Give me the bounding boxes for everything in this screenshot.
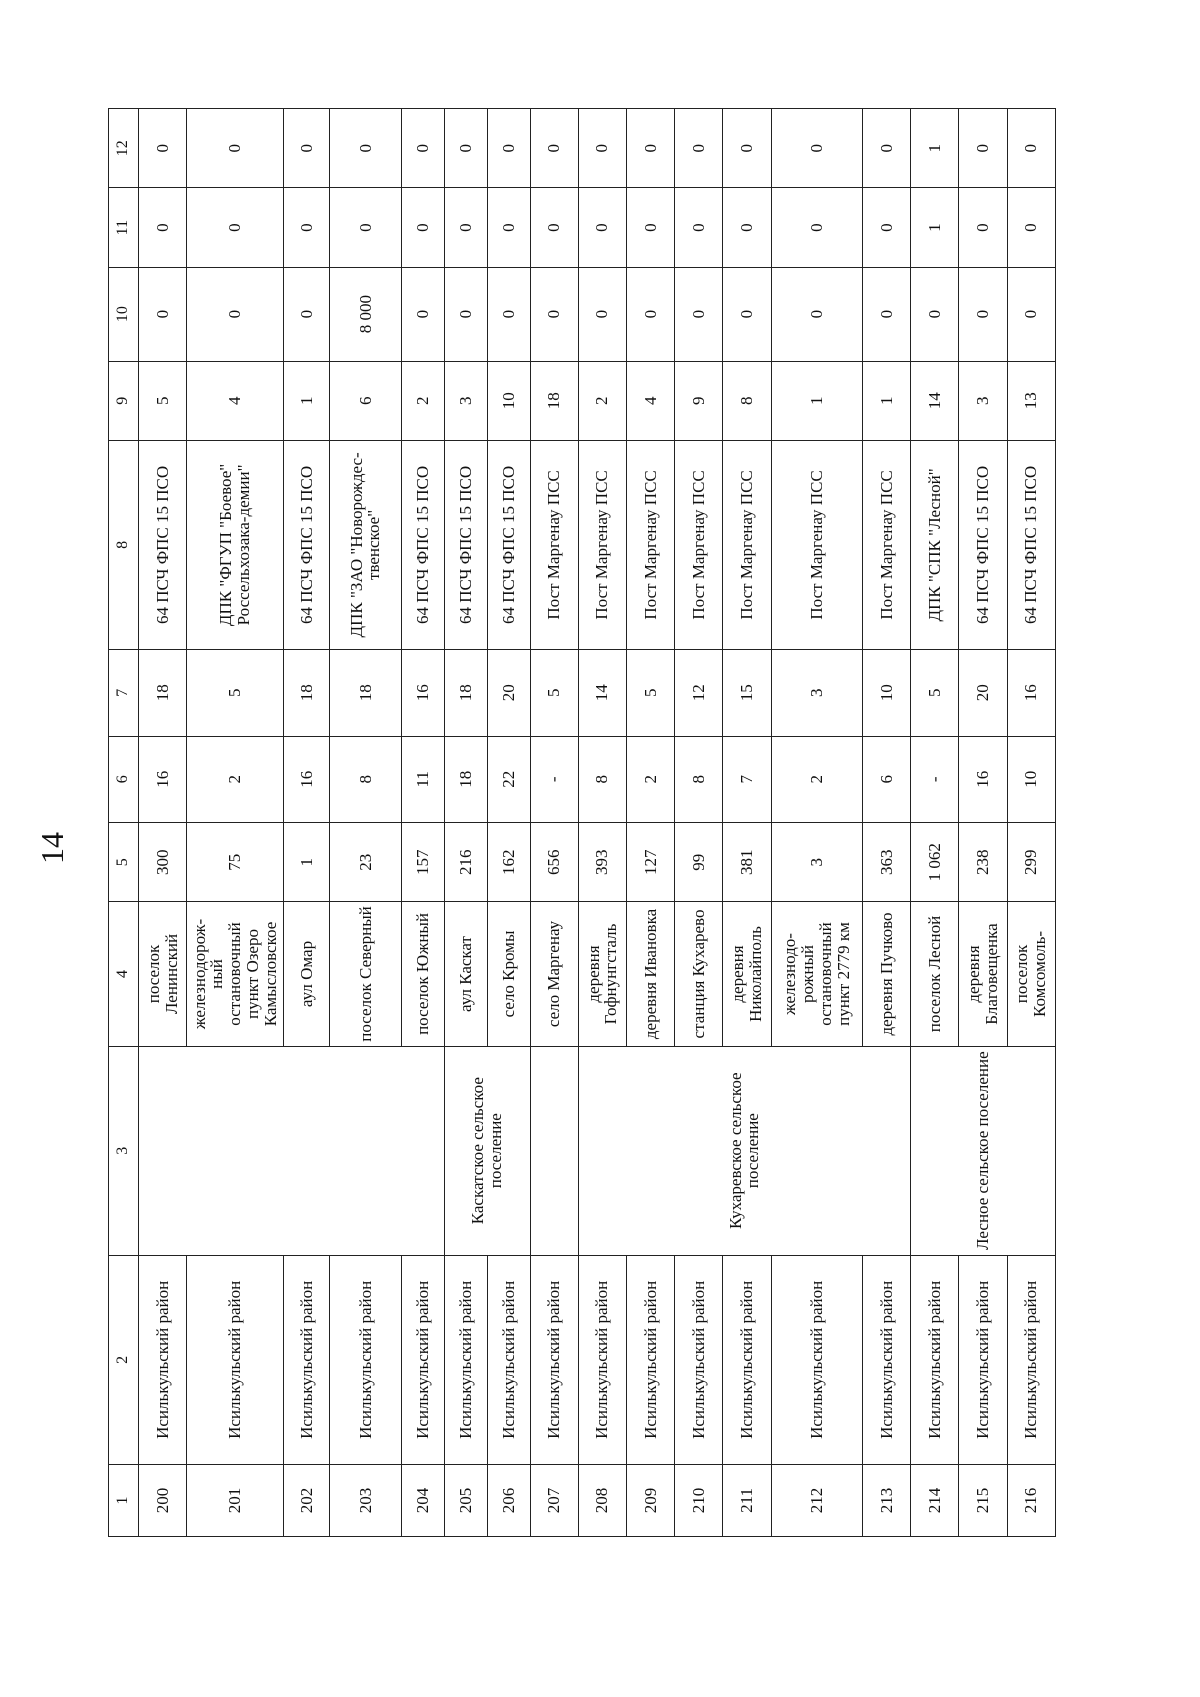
col6-cell: 10	[1007, 736, 1055, 823]
column-header-9: 9	[109, 361, 139, 440]
col9-cell: 2	[578, 361, 626, 440]
district-cell: Исилькульский район	[487, 1255, 530, 1464]
col10-cell: 0	[626, 267, 674, 361]
locality-cell: железнодорож-ный остановочный пункт Озеро Камысловское	[187, 902, 284, 1046]
fire-unit-cell: Пост Маргенау ПСС	[530, 440, 578, 649]
district-cell: Исилькульский район	[187, 1255, 284, 1464]
col7-cell: 16	[401, 649, 444, 736]
col7-cell: 18	[283, 649, 329, 736]
col11-cell: 0	[187, 188, 284, 267]
population-cell: 3	[771, 823, 862, 902]
district-cell: Исилькульский район	[283, 1255, 329, 1464]
col7-cell: 18	[139, 649, 187, 736]
district-cell: Исилькульский район	[530, 1255, 578, 1464]
row-number: 206	[487, 1464, 530, 1536]
population-cell: 393	[578, 823, 626, 902]
col10-cell: 0	[530, 267, 578, 361]
locality-cell: деревня Гофнунгсталь	[578, 902, 626, 1046]
settlements-table	[108, 108, 1056, 1537]
district-cell: Исилькульский район	[1007, 1255, 1055, 1464]
col10-cell: 0	[139, 267, 187, 361]
col12-cell: 0	[487, 109, 530, 188]
col7-cell: 5	[187, 649, 284, 736]
fire-unit-cell: 64 ПСЧ ФПС 15 ПСО	[487, 440, 530, 649]
population-cell: 238	[959, 823, 1007, 902]
settlement-cell: Лесное сельское поселение	[911, 1046, 1056, 1255]
locality-cell: железнодо-рожный остановочный пункт 2779 км	[771, 902, 862, 1046]
col12-cell: 0	[187, 109, 284, 188]
table-row	[675, 109, 723, 1537]
settlement-cell	[139, 1046, 445, 1255]
row-number: 213	[862, 1464, 910, 1536]
population-cell: 75	[187, 823, 284, 902]
col12-cell: 0	[723, 109, 771, 188]
col12-cell: 0	[330, 109, 402, 188]
col6-cell: 16	[959, 736, 1007, 823]
col12-cell: 0	[959, 109, 1007, 188]
district-cell: Исилькульский район	[626, 1255, 674, 1464]
column-header-4: 4	[109, 902, 139, 1046]
col9-cell: 1	[283, 361, 329, 440]
locality-cell: поселок Комсомоль-	[1007, 902, 1055, 1046]
row-number: 200	[139, 1464, 187, 1536]
col10-cell: 0	[723, 267, 771, 361]
population-cell: 363	[862, 823, 910, 902]
table-row	[578, 109, 626, 1537]
col6-cell: -	[530, 736, 578, 823]
fire-unit-cell: Пост Маргенау ПСС	[723, 440, 771, 649]
table-row	[487, 109, 530, 1537]
column-header-2: 2	[109, 1255, 139, 1464]
col6-cell: 22	[487, 736, 530, 823]
population-cell: 157	[401, 823, 444, 902]
table-row	[959, 109, 1007, 1537]
table-row	[444, 109, 487, 1537]
col6-cell: 2	[626, 736, 674, 823]
col11-cell: 0	[283, 188, 329, 267]
col12-cell: 0	[401, 109, 444, 188]
population-cell: 381	[723, 823, 771, 902]
column-header-6: 6	[109, 736, 139, 823]
table-row	[139, 109, 187, 1537]
col11-cell: 0	[530, 188, 578, 267]
col10-cell: 0	[771, 267, 862, 361]
population-cell: 656	[530, 823, 578, 902]
table-row	[187, 109, 284, 1537]
col6-cell: 2	[187, 736, 284, 823]
col6-cell: 16	[283, 736, 329, 823]
settlement-cell	[530, 1046, 578, 1255]
col10-cell: 0	[959, 267, 1007, 361]
fire-unit-cell: Пост Маргенау ПСС	[862, 440, 910, 649]
row-number: 215	[959, 1464, 1007, 1536]
col12-cell: 0	[283, 109, 329, 188]
population-cell: 162	[487, 823, 530, 902]
col11-cell: 0	[330, 188, 402, 267]
fire-unit-cell: ДПК "ЗАО "Новорождес-твенское"	[330, 440, 402, 649]
col11-cell: 0	[487, 188, 530, 267]
population-cell: 299	[1007, 823, 1055, 902]
col9-cell: 6	[330, 361, 402, 440]
table-row	[1007, 109, 1055, 1537]
fire-unit-cell: 64 ПСЧ ФПС 15 ПСО	[444, 440, 487, 649]
row-number: 207	[530, 1464, 578, 1536]
district-cell: Исилькульский район	[139, 1255, 187, 1464]
row-number: 211	[723, 1464, 771, 1536]
column-header-5: 5	[109, 823, 139, 902]
col11-cell: 0	[444, 188, 487, 267]
col10-cell: 0	[1007, 267, 1055, 361]
col7-cell: 15	[723, 649, 771, 736]
population-cell: 1	[283, 823, 329, 902]
row-number: 205	[444, 1464, 487, 1536]
table-row	[862, 109, 910, 1537]
col11-cell: 0	[959, 188, 1007, 267]
col10-cell: 0	[283, 267, 329, 361]
row-number: 201	[187, 1464, 284, 1536]
col9-cell: 9	[675, 361, 723, 440]
fire-unit-cell: 64 ПСЧ ФПС 15 ПСО	[959, 440, 1007, 649]
population-cell: 300	[139, 823, 187, 902]
locality-cell: село Кромы	[487, 902, 530, 1046]
col11-cell: 0	[675, 188, 723, 267]
col6-cell: 11	[401, 736, 444, 823]
locality-cell: село Маргенау	[530, 902, 578, 1046]
table-row	[401, 109, 444, 1537]
locality-cell: деревня Ивановка	[626, 902, 674, 1046]
district-cell: Исилькульский район	[723, 1255, 771, 1464]
row-number: 208	[578, 1464, 626, 1536]
population-cell: 23	[330, 823, 402, 902]
table-row	[723, 109, 771, 1537]
fire-unit-cell: ДПК "СПК "Лесной"	[911, 440, 959, 649]
col6-cell: 2	[771, 736, 862, 823]
col7-cell: 5	[911, 649, 959, 736]
col10-cell: 0	[444, 267, 487, 361]
fire-unit-cell: 64 ПСЧ ФПС 15 ПСО	[1007, 440, 1055, 649]
locality-cell: поселок Северный	[330, 902, 402, 1046]
fire-unit-cell: Пост Маргенау ПСС	[578, 440, 626, 649]
col12-cell: 0	[1007, 109, 1055, 188]
fire-unit-cell: Пост Маргенау ПСС	[626, 440, 674, 649]
col12-cell: 0	[139, 109, 187, 188]
locality-cell: деревня Пучково	[862, 902, 910, 1046]
col9-cell: 2	[401, 361, 444, 440]
fire-unit-cell: Пост Маргенау ПСС	[771, 440, 862, 649]
col12-cell: 0	[530, 109, 578, 188]
locality-cell: поселок Лесной	[911, 902, 959, 1046]
col9-cell: 1	[862, 361, 910, 440]
col9-cell: 18	[530, 361, 578, 440]
column-header-3: 3	[109, 1046, 139, 1255]
col7-cell: 18	[330, 649, 402, 736]
col11-cell: 0	[862, 188, 910, 267]
col10-cell: 0	[401, 267, 444, 361]
col11-cell: 0	[401, 188, 444, 267]
table-row	[283, 109, 329, 1537]
row-number: 210	[675, 1464, 723, 1536]
col9-cell: 5	[139, 361, 187, 440]
locality-cell: деревня Николайполь	[723, 902, 771, 1046]
table-row	[330, 109, 402, 1537]
row-number: 214	[911, 1464, 959, 1536]
col9-cell: 4	[626, 361, 674, 440]
col6-cell: 18	[444, 736, 487, 823]
col7-cell: 5	[626, 649, 674, 736]
col9-cell: 1	[771, 361, 862, 440]
table-row	[530, 109, 578, 1537]
col6-cell: 8	[578, 736, 626, 823]
locality-cell: аул Омар	[283, 902, 329, 1046]
row-number: 212	[771, 1464, 862, 1536]
district-cell: Исилькульский район	[771, 1255, 862, 1464]
col7-cell: 18	[444, 649, 487, 736]
col7-cell: 20	[959, 649, 1007, 736]
col12-cell: 0	[771, 109, 862, 188]
col9-cell: 14	[911, 361, 959, 440]
col7-cell: 5	[530, 649, 578, 736]
col6-cell: -	[911, 736, 959, 823]
row-number: 204	[401, 1464, 444, 1536]
col12-cell: 0	[444, 109, 487, 188]
rotated-table-container	[108, 108, 1200, 1514]
col11-cell: 0	[578, 188, 626, 267]
table-row	[911, 109, 959, 1537]
fire-unit-cell: 64 ПСЧ ФПС 15 ПСО	[401, 440, 444, 649]
col12-cell: 0	[675, 109, 723, 188]
col11-cell: 0	[626, 188, 674, 267]
locality-cell: поселок Ленинский	[139, 902, 187, 1046]
page-number: 14	[34, 832, 70, 864]
column-header-11: 11	[109, 188, 139, 267]
district-cell: Исилькульский район	[578, 1255, 626, 1464]
table-row	[771, 109, 862, 1537]
col9-cell: 4	[187, 361, 284, 440]
district-cell: Исилькульский район	[959, 1255, 1007, 1464]
col7-cell: 12	[675, 649, 723, 736]
row-number: 209	[626, 1464, 674, 1536]
col11-cell: 0	[139, 188, 187, 267]
col10-cell: 0	[911, 267, 959, 361]
col11-cell: 0	[1007, 188, 1055, 267]
settlement-cell: Каскатское сельское поселение	[444, 1046, 530, 1255]
population-cell: 99	[675, 823, 723, 902]
col12-cell: 0	[862, 109, 910, 188]
column-header-10: 10	[109, 267, 139, 361]
district-cell: Исилькульский район	[401, 1255, 444, 1464]
col9-cell: 8	[723, 361, 771, 440]
col6-cell: 6	[862, 736, 910, 823]
col10-cell: 0	[675, 267, 723, 361]
col10-cell: 0	[862, 267, 910, 361]
col9-cell: 3	[959, 361, 1007, 440]
col7-cell: 16	[1007, 649, 1055, 736]
column-header-1: 1	[109, 1464, 139, 1536]
col10-cell: 8 000	[330, 267, 402, 361]
col7-cell: 3	[771, 649, 862, 736]
population-cell: 1 062	[911, 823, 959, 902]
col6-cell: 8	[330, 736, 402, 823]
district-cell: Исилькульский район	[330, 1255, 402, 1464]
col11-cell: 0	[723, 188, 771, 267]
column-header-7: 7	[109, 649, 139, 736]
col6-cell: 7	[723, 736, 771, 823]
col10-cell: 0	[487, 267, 530, 361]
col9-cell: 10	[487, 361, 530, 440]
fire-unit-cell: 64 ПСЧ ФПС 15 ПСО	[283, 440, 329, 649]
population-cell: 216	[444, 823, 487, 902]
col9-cell: 13	[1007, 361, 1055, 440]
locality-cell: деревня Благовещенка	[959, 902, 1007, 1046]
col11-cell: 1	[911, 188, 959, 267]
col12-cell: 1	[911, 109, 959, 188]
col12-cell: 0	[626, 109, 674, 188]
header-row	[109, 109, 139, 1537]
population-cell: 127	[626, 823, 674, 902]
fire-unit-cell: ДПК "ФГУП "Боевое" Россельхозака-демии"	[187, 440, 284, 649]
district-cell: Исилькульский район	[444, 1255, 487, 1464]
col9-cell: 3	[444, 361, 487, 440]
col12-cell: 0	[578, 109, 626, 188]
row-number: 216	[1007, 1464, 1055, 1536]
column-header-8: 8	[109, 440, 139, 649]
row-number: 203	[330, 1464, 402, 1536]
fire-unit-cell: Пост Маргенау ПСС	[675, 440, 723, 649]
locality-cell: поселок Южный	[401, 902, 444, 1046]
col7-cell: 10	[862, 649, 910, 736]
row-number: 202	[283, 1464, 329, 1536]
table-row	[626, 109, 674, 1537]
district-cell: Исилькульский район	[911, 1255, 959, 1464]
col7-cell: 14	[578, 649, 626, 736]
col7-cell: 20	[487, 649, 530, 736]
locality-cell: аул Каскат	[444, 902, 487, 1046]
col10-cell: 0	[578, 267, 626, 361]
settlement-cell: Кухаревское сельское поселение	[578, 1046, 910, 1255]
col6-cell: 8	[675, 736, 723, 823]
col11-cell: 0	[771, 188, 862, 267]
col6-cell: 16	[139, 736, 187, 823]
fire-unit-cell: 64 ПСЧ ФПС 15 ПСО	[139, 440, 187, 649]
district-cell: Исилькульский район	[675, 1255, 723, 1464]
district-cell: Исилькульский район	[862, 1255, 910, 1464]
locality-cell: станция Кухарево	[675, 902, 723, 1046]
column-header-12: 12	[109, 109, 139, 188]
col10-cell: 0	[187, 267, 284, 361]
